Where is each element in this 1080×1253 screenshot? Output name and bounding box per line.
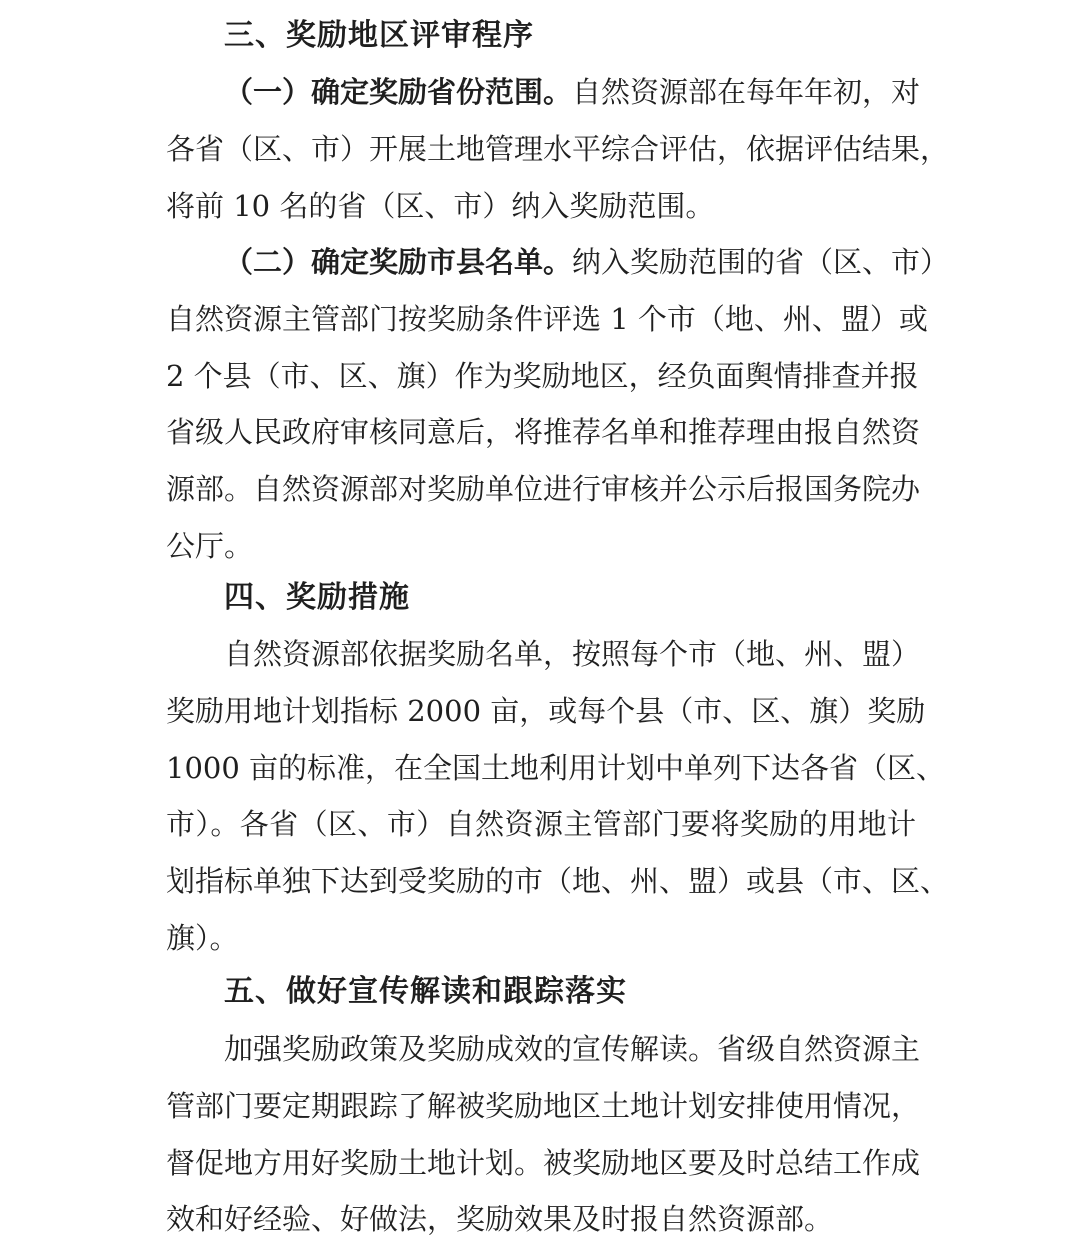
section4-line: 市）。各省（区、市）自然资源主管部门要将奖励的用地计 bbox=[166, 807, 916, 841]
section3-p2-line1-text: 纳入奖励范围的省（区、市） bbox=[572, 245, 950, 279]
section4-line: 自然资源部依据奖励名单，按照每个市（地、州、盟） bbox=[224, 637, 921, 671]
section3-p2-line6: 公厅。 bbox=[166, 529, 254, 563]
section4-line: 1000 亩的标准，在全国土地利用计划中单列下达各省（区、 bbox=[166, 751, 946, 785]
section3-p1-line3: 将前 10 名的省（区、市）纳入奖励范围。 bbox=[166, 189, 715, 223]
section5-line: 加强奖励政策及奖励成效的宣传解读。省级自然资源主 bbox=[224, 1032, 921, 1066]
section3-p1-line1 bbox=[224, 72, 921, 112]
section5-heading: 五、做好宣传解读和跟踪落实 bbox=[224, 974, 627, 1009]
section5-line: 管部门要定期跟踪了解被奖励地区土地计划安排使用情况， bbox=[166, 1089, 921, 1123]
section5-line: 督促地方用好奖励土地计划。被奖励地区要及时总结工作成 bbox=[166, 1146, 921, 1180]
section4-line: 旗）。 bbox=[166, 921, 239, 955]
section3-p2-line5: 源部。自然资源部对奖励单位进行审核并公示后报国务院办 bbox=[166, 472, 921, 506]
section3-p2-subhead: （二）确定奖励市县名单。 bbox=[224, 245, 573, 279]
section3-heading: 三、奖励地区评审程序 bbox=[224, 18, 534, 53]
section3-p1-line2: 各省（区、市）开展土地管理水平综合评估，依据评估结果， bbox=[166, 132, 950, 166]
section4-heading: 四、奖励措施 bbox=[224, 580, 410, 615]
section3-p1-subhead: （一）确定奖励省份范围。 bbox=[224, 75, 573, 109]
section3-p2-line4: 省级人民政府审核同意后，将推荐名单和推荐理由报自然资 bbox=[166, 415, 921, 449]
section5-line: 效和好经验、好做法，奖励效果及时报自然资源部。 bbox=[166, 1202, 834, 1236]
section3-p1-line1-text: 自然资源部在每年年初，对 bbox=[572, 75, 921, 109]
section4-line: 划指标单独下达到受奖励的市（地、州、盟）或县（市、区、 bbox=[166, 864, 950, 898]
section4-line: 奖励用地计划指标 2000 亩，或每个县（市、区、旗）奖励 bbox=[166, 694, 926, 728]
section3-p2-line2: 自然资源主管部门按奖励条件评选 1 个市（地、州、盟）或 bbox=[166, 302, 928, 336]
section3-p2-line3: 2 个县（市、区、旗）作为奖励地区，经负面舆情排查并报 bbox=[166, 359, 919, 393]
section3-p2-line1 bbox=[224, 242, 950, 282]
